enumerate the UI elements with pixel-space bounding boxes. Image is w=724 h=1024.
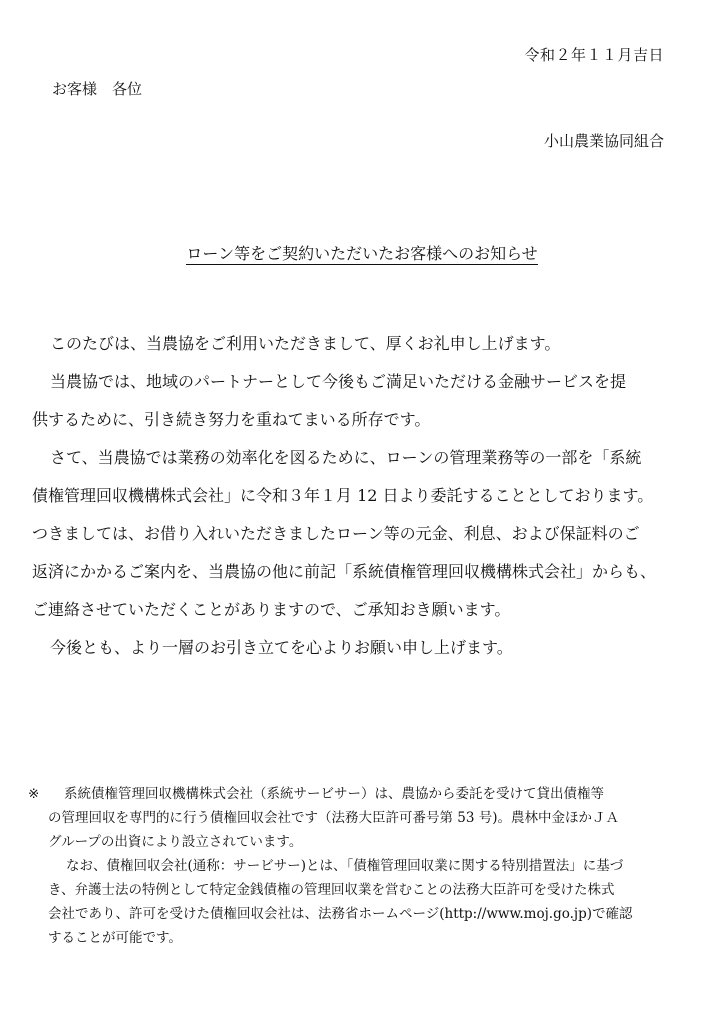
footnote: [28, 782, 698, 950]
body-line: 返済にかかるご案内を、当農協の他に前記「系統債権管理回収機構株式会社」からも、: [32, 562, 657, 581]
footnote-line: なお、債権回収会社(通称：サービサー)とは、「債権管理回収業に関する特別措置法」に基づ: [66, 858, 624, 874]
body-line: 供するために、引き続き努力を重ねてまいる所存です。: [32, 410, 431, 429]
letter-date: 令和２年１１月吉日: [524, 46, 664, 64]
body-line: さて、当農協では業務の効率化を図るために、ローンの管理業務等の一部を「系統: [50, 448, 642, 467]
footnote-text: 系統債権管理回収機構株式会社（系統サービサー）は、農協から委託を受けて貸出債権等: [64, 786, 604, 802]
letter-sender: 小山農業協同組合: [543, 132, 664, 150]
footnote-line: することが可能です。: [48, 930, 182, 946]
body-line: 今後とも、より一層のお引き立てを心よりお願い申し上げます。: [50, 638, 513, 657]
body-line: 債権管理回収機構株式会社」に令和３年１月 12 日より委託することとしております。: [32, 486, 654, 505]
letter-title: ローン等をご契約いただいたお客様へのお知らせ: [186, 244, 538, 263]
footnote-mark: ※: [28, 786, 40, 802]
footnote-line: き、弁護士法の特例として特定金銭債権の管理回収業を営むことの法務大臣許可を受けた株式: [48, 882, 615, 898]
footnote-line: 会社であり、許可を受けた債権回収会社は、法務省ホームページ(http://www.moj.go.jp)で確認: [48, 906, 633, 922]
letter-title-wrapper: [0, 241, 724, 264]
footnote-line: の管理回収を専門的に行う債権回収会社です（法務大臣許可番号第 53 号)。農林中金ほかＪＡ: [48, 810, 620, 826]
body-line: つきましては、お借り入れいただきましたローン等の元金、利息、および保証料のご: [32, 524, 640, 543]
letter-body: [32, 325, 687, 667]
footnote-line: [28, 782, 698, 806]
body-line: このたびは、当農協をご利用いただきまして、厚くお礼申し上げます。: [50, 334, 561, 353]
body-line: 当農協では、地域のパートナーとして今後もご満足いただける金融サービスを提: [50, 372, 627, 391]
letter-addressee: お客様 各位: [52, 80, 143, 98]
body-line: ご連絡させていただくことがありますので、ご承知おき願います。: [32, 600, 511, 619]
footnote-line: グループの出資により設立されています。: [48, 834, 303, 850]
